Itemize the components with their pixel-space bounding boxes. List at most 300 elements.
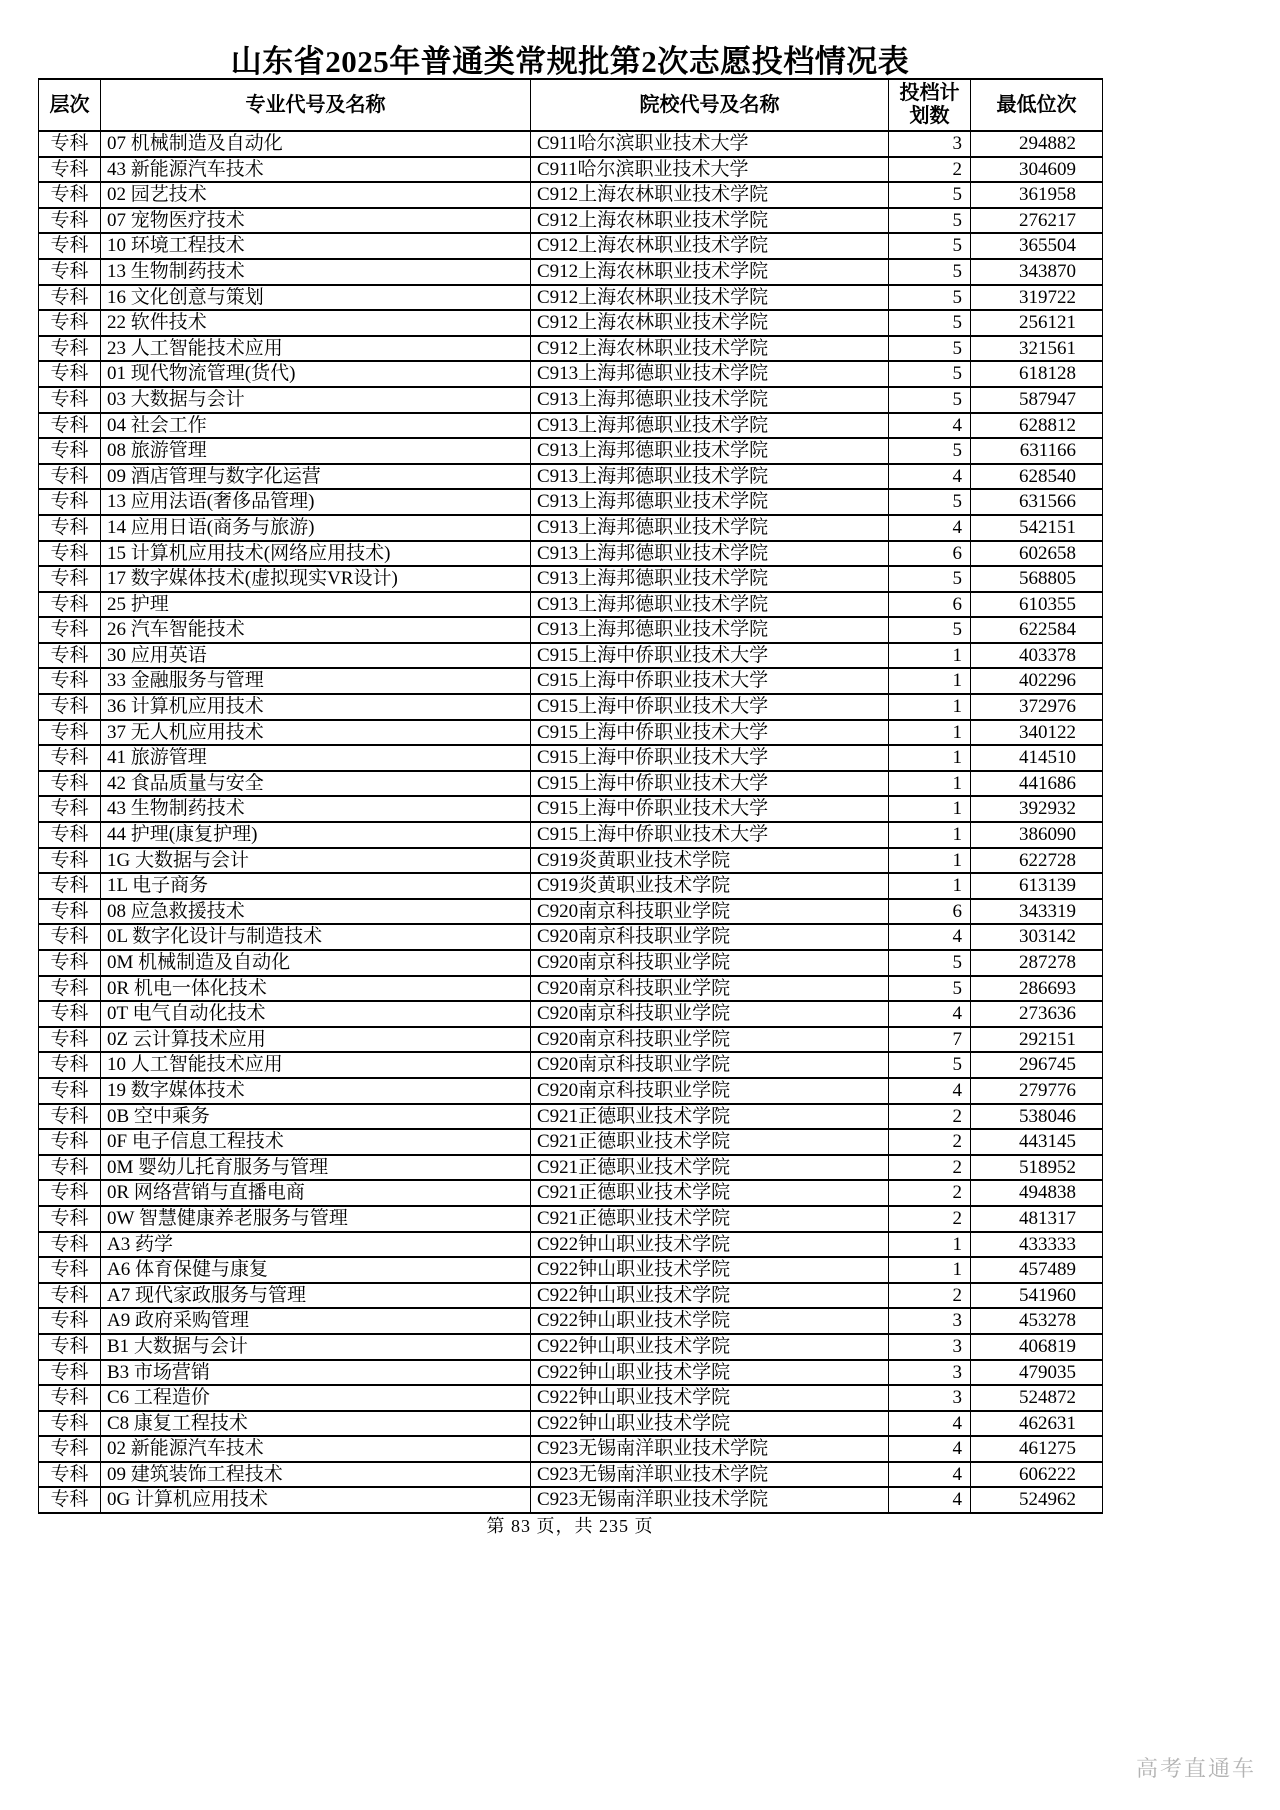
table-row [39,592,1103,618]
cell-college: C920南京科技职业学院 [531,1052,889,1078]
table-body [39,131,1103,1513]
cell-major: 03 大数据与会计 [101,387,531,413]
cell-college: C912上海农林职业技术学院 [531,182,889,208]
table-row [39,796,1103,822]
cell-college: C913上海邦德职业技术学院 [531,438,889,464]
table-row [39,413,1103,439]
table-row [39,1308,1103,1334]
cell-min-rank: 602658 [971,541,1103,567]
cell-min-rank: 386090 [971,822,1103,848]
cell-major: 01 现代物流管理(货代) [101,361,531,387]
cell-min-rank: 542151 [971,515,1103,541]
cell-major: 36 计算机应用技术 [101,694,531,720]
cell-major: 0R 机电一体化技术 [101,976,531,1002]
cell-min-rank: 361958 [971,182,1103,208]
cell-plan-count: 3 [889,1360,971,1386]
cell-min-rank: 610355 [971,592,1103,618]
admission-table [38,78,1103,1514]
cell-min-rank: 457489 [971,1257,1103,1283]
table-row [39,1232,1103,1258]
cell-college: C922钟山职业技术学院 [531,1283,889,1309]
cell-min-rank: 479035 [971,1360,1103,1386]
table-row [39,899,1103,925]
cell-plan-count: 5 [889,387,971,413]
cell-major: 1G 大数据与会计 [101,848,531,874]
cell-college: C912上海农林职业技术学院 [531,310,889,336]
cell-plan-count: 3 [889,131,971,157]
cell-major: 25 护理 [101,592,531,618]
cell-college: C915上海中侨职业技术大学 [531,822,889,848]
cell-college: C913上海邦德职业技术学院 [531,387,889,413]
cell-plan-count: 4 [889,1462,971,1488]
cell-plan-count: 6 [889,899,971,925]
cell-college: C922钟山职业技术学院 [531,1385,889,1411]
table-row [39,285,1103,311]
cell-level: 专科 [39,131,101,157]
cell-major: 08 应急救援技术 [101,899,531,925]
cell-level: 专科 [39,541,101,567]
cell-level: 专科 [39,668,101,694]
header-major: 专业代号及名称 [101,79,531,131]
cell-level: 专科 [39,1027,101,1053]
cell-college: C913上海邦德职业技术学院 [531,592,889,618]
cell-plan-count: 2 [889,1155,971,1181]
header-college: 院校代号及名称 [531,79,889,131]
cell-level: 专科 [39,1078,101,1104]
cell-major: 43 生物制药技术 [101,796,531,822]
cell-level: 专科 [39,1129,101,1155]
cell-plan-count: 5 [889,438,971,464]
cell-major: 16 文化创意与策划 [101,285,531,311]
cell-min-rank: 622728 [971,848,1103,874]
cell-min-rank: 628540 [971,464,1103,490]
cell-min-rank: 273636 [971,1001,1103,1027]
cell-college: C913上海邦德职业技术学院 [531,413,889,439]
table-row [39,771,1103,797]
cell-college: C922钟山职业技术学院 [531,1308,889,1334]
cell-min-rank: 631566 [971,489,1103,515]
cell-major: 26 汽车智能技术 [101,617,531,643]
cell-major: A3 药学 [101,1232,531,1258]
cell-level: 专科 [39,515,101,541]
cell-level: 专科 [39,1308,101,1334]
cell-min-rank: 392932 [971,796,1103,822]
cell-min-rank: 287278 [971,950,1103,976]
cell-major: A6 体育保健与康复 [101,1257,531,1283]
header-min-rank: 最低位次 [971,79,1103,131]
cell-major: 13 应用法语(奢侈品管理) [101,489,531,515]
cell-plan-count: 5 [889,489,971,515]
cell-min-rank: 622584 [971,617,1103,643]
cell-college: C912上海农林职业技术学院 [531,285,889,311]
cell-college: C913上海邦德职业技术学院 [531,515,889,541]
table-row [39,643,1103,669]
watermark: 高考直通车 [1135,1756,1256,1781]
cell-min-rank: 538046 [971,1104,1103,1130]
cell-plan-count: 1 [889,796,971,822]
cell-plan-count: 1 [889,694,971,720]
cell-level: 专科 [39,259,101,285]
cell-college: C915上海中侨职业技术大学 [531,796,889,822]
cell-plan-count: 1 [889,873,971,899]
cell-min-rank: 292151 [971,1027,1103,1053]
table-row [39,1027,1103,1053]
cell-major: 10 人工智能技术应用 [101,1052,531,1078]
table-row [39,1155,1103,1181]
cell-min-rank: 443145 [971,1129,1103,1155]
cell-min-rank: 372976 [971,694,1103,720]
cell-college: C915上海中侨职业技术大学 [531,694,889,720]
table-row [39,950,1103,976]
cell-major: 30 应用英语 [101,643,531,669]
cell-level: 专科 [39,1180,101,1206]
cell-college: C913上海邦德职业技术学院 [531,464,889,490]
cell-min-rank: 524872 [971,1385,1103,1411]
cell-plan-count: 5 [889,285,971,311]
cell-college: C921正德职业技术学院 [531,1129,889,1155]
cell-min-rank: 481317 [971,1206,1103,1232]
cell-level: 专科 [39,796,101,822]
cell-major: 22 软件技术 [101,310,531,336]
cell-plan-count: 2 [889,1180,971,1206]
cell-college: C920南京科技职业学院 [531,1078,889,1104]
cell-major: A9 政府采购管理 [101,1308,531,1334]
cell-level: 专科 [39,208,101,234]
header-level: 层次 [39,79,101,131]
cell-min-rank: 406819 [971,1334,1103,1360]
cell-plan-count: 4 [889,515,971,541]
table-row [39,720,1103,746]
cell-major: 0G 计算机应用技术 [101,1487,531,1513]
table-row [39,1283,1103,1309]
cell-college: C920南京科技职业学院 [531,950,889,976]
cell-college: C921正德职业技术学院 [531,1155,889,1181]
table-row [39,336,1103,362]
cell-min-rank: 587947 [971,387,1103,413]
header-plan-count: 投档计划数 [889,79,971,131]
cell-min-rank: 402296 [971,668,1103,694]
cell-plan-count: 5 [889,336,971,362]
cell-min-rank: 568805 [971,566,1103,592]
table-row [39,1257,1103,1283]
cell-college: C913上海邦德职业技术学院 [531,541,889,567]
cell-major: 15 计算机应用技术(网络应用技术) [101,541,531,567]
cell-college: C922钟山职业技术学院 [531,1360,889,1386]
cell-min-rank: 613139 [971,873,1103,899]
cell-level: 专科 [39,976,101,1002]
cell-level: 专科 [39,950,101,976]
cell-plan-count: 1 [889,1257,971,1283]
cell-level: 专科 [39,489,101,515]
table-row [39,310,1103,336]
cell-plan-count: 2 [889,1104,971,1130]
cell-college: C915上海中侨职业技术大学 [531,643,889,669]
cell-min-rank: 276217 [971,208,1103,234]
cell-plan-count: 5 [889,233,971,259]
cell-level: 专科 [39,1155,101,1181]
cell-college: C919炎黄职业技术学院 [531,873,889,899]
cell-college: C915上海中侨职业技术大学 [531,771,889,797]
cell-major: 42 食品质量与安全 [101,771,531,797]
cell-level: 专科 [39,1232,101,1258]
cell-college: C920南京科技职业学院 [531,1027,889,1053]
cell-level: 专科 [39,899,101,925]
cell-level: 专科 [39,1257,101,1283]
cell-plan-count: 5 [889,566,971,592]
cell-major: C6 工程造价 [101,1385,531,1411]
table-row [39,233,1103,259]
cell-college: C912上海农林职业技术学院 [531,259,889,285]
cell-plan-count: 4 [889,413,971,439]
cell-plan-count: 7 [889,1027,971,1053]
cell-level: 专科 [39,566,101,592]
cell-college: C915上海中侨职业技术大学 [531,720,889,746]
cell-plan-count: 3 [889,1308,971,1334]
cell-major: 13 生物制药技术 [101,259,531,285]
table-row [39,848,1103,874]
table-header [39,79,1103,131]
cell-plan-count: 1 [889,668,971,694]
table-row [39,694,1103,720]
table-row [39,541,1103,567]
table-row [39,1334,1103,1360]
cell-level: 专科 [39,720,101,746]
cell-level: 专科 [39,1334,101,1360]
cell-level: 专科 [39,1487,101,1513]
cell-min-rank: 441686 [971,771,1103,797]
cell-plan-count: 2 [889,1283,971,1309]
cell-level: 专科 [39,387,101,413]
cell-level: 专科 [39,848,101,874]
cell-college: C919炎黄职业技术学院 [531,848,889,874]
cell-level: 专科 [39,285,101,311]
cell-major: 0M 机械制造及自动化 [101,950,531,976]
cell-college: C912上海农林职业技术学院 [531,233,889,259]
cell-college: C915上海中侨职业技术大学 [531,745,889,771]
cell-major: 04 社会工作 [101,413,531,439]
cell-plan-count: 5 [889,950,971,976]
table-row [39,924,1103,950]
cell-plan-count: 1 [889,745,971,771]
cell-level: 专科 [39,464,101,490]
table-row [39,489,1103,515]
cell-min-rank: 294882 [971,131,1103,157]
cell-min-rank: 494838 [971,1180,1103,1206]
table-row [39,566,1103,592]
cell-college: C923无锡南洋职业技术学院 [531,1436,889,1462]
cell-min-rank: 631166 [971,438,1103,464]
table-row [39,1487,1103,1513]
table-row [39,1180,1103,1206]
cell-major: 43 新能源汽车技术 [101,157,531,183]
cell-major: 41 旅游管理 [101,745,531,771]
cell-level: 专科 [39,1436,101,1462]
cell-min-rank: 628812 [971,413,1103,439]
cell-plan-count: 5 [889,259,971,285]
cell-major: 33 金融服务与管理 [101,668,531,694]
cell-plan-count: 1 [889,720,971,746]
cell-plan-count: 5 [889,976,971,1002]
cell-major: 02 新能源汽车技术 [101,1436,531,1462]
cell-plan-count: 1 [889,771,971,797]
cell-major: 0T 电气自动化技术 [101,1001,531,1027]
cell-college: C923无锡南洋职业技术学院 [531,1487,889,1513]
cell-level: 专科 [39,361,101,387]
cell-plan-count: 6 [889,541,971,567]
cell-college: C911哈尔滨职业技术大学 [531,131,889,157]
cell-plan-count: 2 [889,1206,971,1232]
table-row [39,1078,1103,1104]
table-row [39,361,1103,387]
cell-plan-count: 4 [889,1001,971,1027]
table-row [39,157,1103,183]
cell-college: C921正德职业技术学院 [531,1180,889,1206]
cell-min-rank: 461275 [971,1436,1103,1462]
cell-min-rank: 343319 [971,899,1103,925]
table-row [39,515,1103,541]
cell-level: 专科 [39,1283,101,1309]
cell-plan-count: 1 [889,822,971,848]
cell-major: 09 建筑装饰工程技术 [101,1462,531,1488]
cell-plan-count: 4 [889,464,971,490]
cell-min-rank: 256121 [971,310,1103,336]
cell-min-rank: 296745 [971,1052,1103,1078]
cell-plan-count: 6 [889,592,971,618]
table-row [39,438,1103,464]
cell-level: 专科 [39,745,101,771]
cell-min-rank: 524962 [971,1487,1103,1513]
cell-min-rank: 340122 [971,720,1103,746]
cell-level: 专科 [39,1052,101,1078]
cell-college: C915上海中侨职业技术大学 [531,668,889,694]
cell-level: 专科 [39,1360,101,1386]
table-row [39,1385,1103,1411]
table-row [39,1360,1103,1386]
table-row [39,182,1103,208]
table-row [39,1001,1103,1027]
cell-college: C922钟山职业技术学院 [531,1257,889,1283]
table-row [39,1129,1103,1155]
table-row [39,1206,1103,1232]
table-row [39,745,1103,771]
cell-major: 14 应用日语(商务与旅游) [101,515,531,541]
cell-major: 0L 数字化设计与制造技术 [101,924,531,950]
cell-college: C913上海邦德职业技术学院 [531,489,889,515]
cell-min-rank: 433333 [971,1232,1103,1258]
cell-min-rank: 403378 [971,643,1103,669]
cell-major: 19 数字媒体技术 [101,1078,531,1104]
cell-plan-count: 4 [889,924,971,950]
cell-level: 专科 [39,182,101,208]
cell-college: C913上海邦德职业技术学院 [531,566,889,592]
page-title: 山东省2025年普通类常规批第2次志愿投档情况表 [230,44,910,79]
cell-major: 0M 婴幼儿托育服务与管理 [101,1155,531,1181]
cell-major: 44 护理(康复护理) [101,822,531,848]
cell-college: C922钟山职业技术学院 [531,1334,889,1360]
cell-level: 专科 [39,694,101,720]
cell-major: 09 酒店管理与数字化运营 [101,464,531,490]
cell-min-rank: 541960 [971,1283,1103,1309]
cell-min-rank: 365504 [971,233,1103,259]
cell-college: C921正德职业技术学院 [531,1104,889,1130]
cell-major: C8 康复工程技术 [101,1411,531,1437]
cell-major: 0B 空中乘务 [101,1104,531,1130]
cell-major: 10 环境工程技术 [101,233,531,259]
cell-plan-count: 2 [889,157,971,183]
cell-min-rank: 286693 [971,976,1103,1002]
cell-major: B3 市场营销 [101,1360,531,1386]
table-row [39,131,1103,157]
cell-college: C920南京科技职业学院 [531,1001,889,1027]
cell-plan-count: 2 [889,1129,971,1155]
cell-min-rank: 303142 [971,924,1103,950]
cell-level: 专科 [39,924,101,950]
cell-min-rank: 343870 [971,259,1103,285]
cell-college: C921正德职业技术学院 [531,1206,889,1232]
cell-major: 23 人工智能技术应用 [101,336,531,362]
cell-min-rank: 279776 [971,1078,1103,1104]
cell-college: C912上海农林职业技术学院 [531,208,889,234]
cell-level: 专科 [39,413,101,439]
cell-major: 07 机械制造及自动化 [101,131,531,157]
table-row [39,1104,1103,1130]
cell-level: 专科 [39,336,101,362]
cell-plan-count: 3 [889,1385,971,1411]
cell-level: 专科 [39,157,101,183]
cell-plan-count: 1 [889,848,971,874]
cell-plan-count: 5 [889,182,971,208]
cell-plan-count: 1 [889,1232,971,1258]
cell-level: 专科 [39,1411,101,1437]
cell-major: 37 无人机应用技术 [101,720,531,746]
cell-major: 17 数字媒体技术(虚拟现实VR设计) [101,566,531,592]
header-row [39,79,1103,131]
cell-plan-count: 5 [889,310,971,336]
cell-major: 0Z 云计算技术应用 [101,1027,531,1053]
cell-level: 专科 [39,643,101,669]
cell-plan-count: 5 [889,361,971,387]
cell-major: B1 大数据与会计 [101,1334,531,1360]
table-row [39,668,1103,694]
cell-plan-count: 5 [889,208,971,234]
cell-major: 0F 电子信息工程技术 [101,1129,531,1155]
cell-plan-count: 5 [889,617,971,643]
cell-college: C911哈尔滨职业技术大学 [531,157,889,183]
cell-level: 专科 [39,1001,101,1027]
cell-college: C922钟山职业技术学院 [531,1411,889,1437]
cell-level: 专科 [39,1385,101,1411]
table-row [39,208,1103,234]
table-row [39,1436,1103,1462]
cell-major: A7 现代家政服务与管理 [101,1283,531,1309]
cell-plan-count: 1 [889,643,971,669]
cell-level: 专科 [39,592,101,618]
table-row [39,1052,1103,1078]
cell-college: C920南京科技职业学院 [531,924,889,950]
cell-major: 07 宠物医疗技术 [101,208,531,234]
table-row [39,1462,1103,1488]
cell-major: 1L 电子商务 [101,873,531,899]
cell-college: C913上海邦德职业技术学院 [531,617,889,643]
table-row [39,387,1103,413]
cell-level: 专科 [39,1462,101,1488]
cell-college: C920南京科技职业学院 [531,899,889,925]
cell-level: 专科 [39,1104,101,1130]
cell-min-rank: 606222 [971,1462,1103,1488]
cell-level: 专科 [39,438,101,464]
cell-plan-count: 4 [889,1487,971,1513]
cell-min-rank: 453278 [971,1308,1103,1334]
